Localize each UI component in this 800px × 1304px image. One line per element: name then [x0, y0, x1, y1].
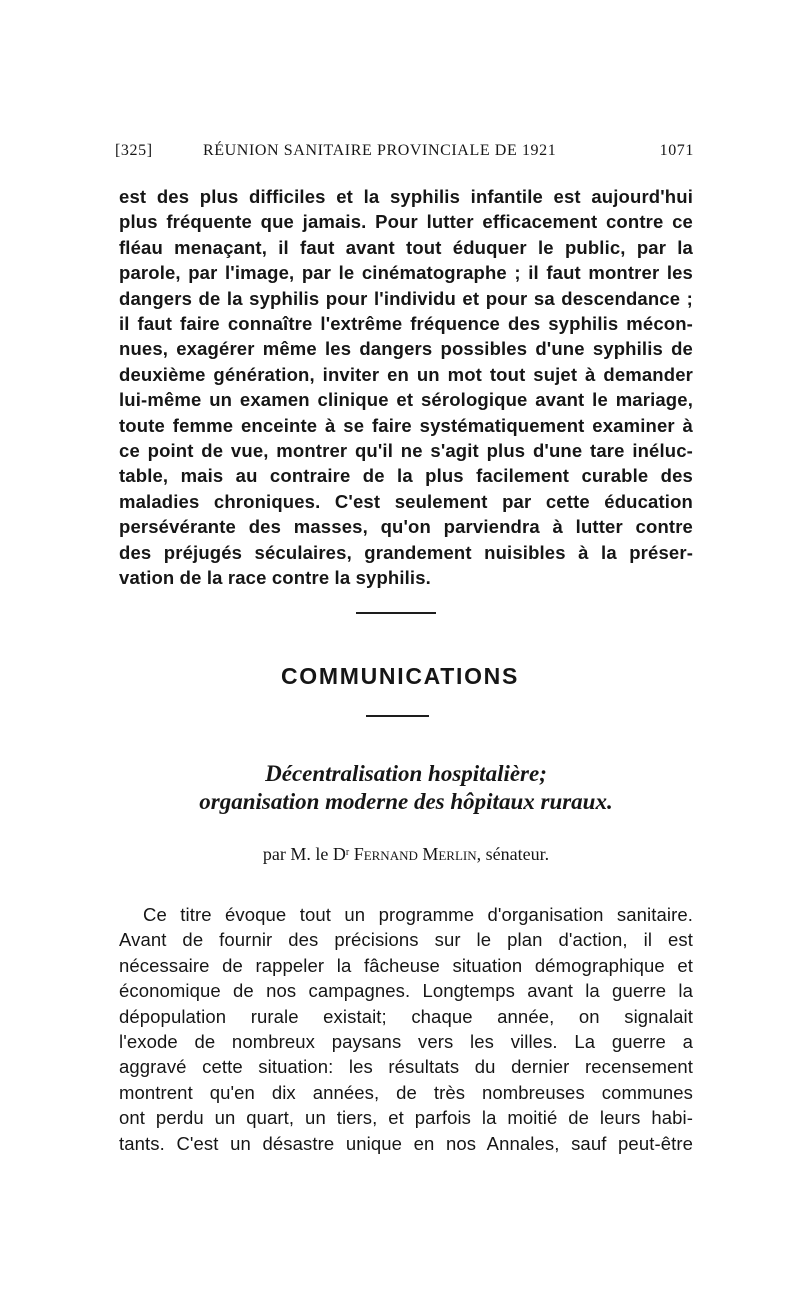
author-name: Fernand Merlin — [353, 844, 477, 864]
byline — [119, 842, 693, 866]
text-line: nues, exagérer même les dangers possibles d'une syphilis de — [119, 338, 693, 360]
article-title — [119, 760, 693, 816]
text-line: deuxième génération, inviter en un mot tout sujet à demander — [119, 363, 693, 385]
text-line: des préjugés séculaires, grandement nuisibles à la préser- — [119, 541, 693, 563]
article-title-line-2: organisation moderne des hôpitaux ruraux. — [199, 789, 613, 814]
section-divider-top — [356, 612, 436, 614]
text-line: vation de la race contre la syphilis. — [119, 567, 431, 589]
text-line: lui-même un examen clinique et sérologique avant le mariage, — [119, 389, 693, 411]
text-line: aggravé cette situation: les résultats du dernier recensement — [119, 1056, 693, 1078]
running-title: RÉUNION SANITAIRE PROVINCIALE DE 1921 — [203, 142, 557, 159]
running-head — [115, 142, 694, 166]
text-line: ont perdu un quart, un tiers, et parfois la moitié de leurs habi- — [119, 1107, 693, 1129]
text-line: plus fréquente que jamais. Pour lutter efficacement contre ce — [119, 211, 693, 233]
text-line: dangers de la syphilis pour l'individu et pour sa descendance ; — [119, 287, 693, 309]
text-line: tants. C'est un désastre unique en nos Annales, sauf peut-être — [119, 1132, 693, 1154]
body-paragraph-1 — [119, 184, 693, 591]
byline-suffix: , sénateur. — [476, 844, 550, 864]
article-title-line-1: Décentralisation hospitalière; — [265, 761, 547, 786]
text-line: toute femme enceinte à se faire systématiquement examiner à — [119, 414, 693, 436]
text-line: Avant de fournir des précisions sur le plan d'action, il est — [119, 929, 693, 951]
text-line: dépopulation rurale existait; chaque année, on signalait — [119, 1005, 693, 1027]
text-line: est des plus difficiles et la syphilis infantile est aujourd'hui — [119, 186, 693, 207]
text-line: il faut faire connaître l'extrême fréquence des syphilis mécon- — [119, 313, 693, 335]
text-line: nécessaire de rappeler la fâcheuse situation démographique et — [119, 954, 693, 976]
text-line: Ce titre évoque tout un programme d'organisation sanitaire. — [143, 904, 693, 925]
page-reference: [325] — [115, 142, 153, 159]
section-heading: COMMUNICATIONS — [280, 663, 520, 689]
text-line: parole, par l'image, par le cinématographe ; il faut montrer les — [119, 262, 693, 284]
text-line: montrent qu'en dix années, de très nombreuses communes — [119, 1081, 693, 1103]
text-line: persévérante des masses, qu'on parviendra à lutter contre — [119, 516, 693, 538]
text-line: maladies chroniques. C'est seulement par cette éducation — [119, 490, 693, 512]
byline-prefix: par M. le D — [262, 844, 346, 864]
body-paragraph-2 — [119, 902, 693, 1156]
text-line: l'exode de nombreux paysans vers les villes. La guerre a — [119, 1031, 693, 1053]
text-line: table, mais au contraire de la plus facilement curable des — [119, 465, 693, 487]
byline-superscript: r — [345, 847, 350, 858]
text-line: économique de nos campagnes. Longtemps avant la guerre la — [119, 980, 693, 1002]
text-line: fléau menaçant, il faut avant tout éduquer le public, par la — [119, 236, 693, 258]
text-line: ce point de vue, montrer qu'il ne s'agit plus d'une tare inéluc- — [119, 440, 693, 462]
page-number: 1071 — [659, 142, 694, 159]
section-divider-bottom — [366, 715, 429, 717]
